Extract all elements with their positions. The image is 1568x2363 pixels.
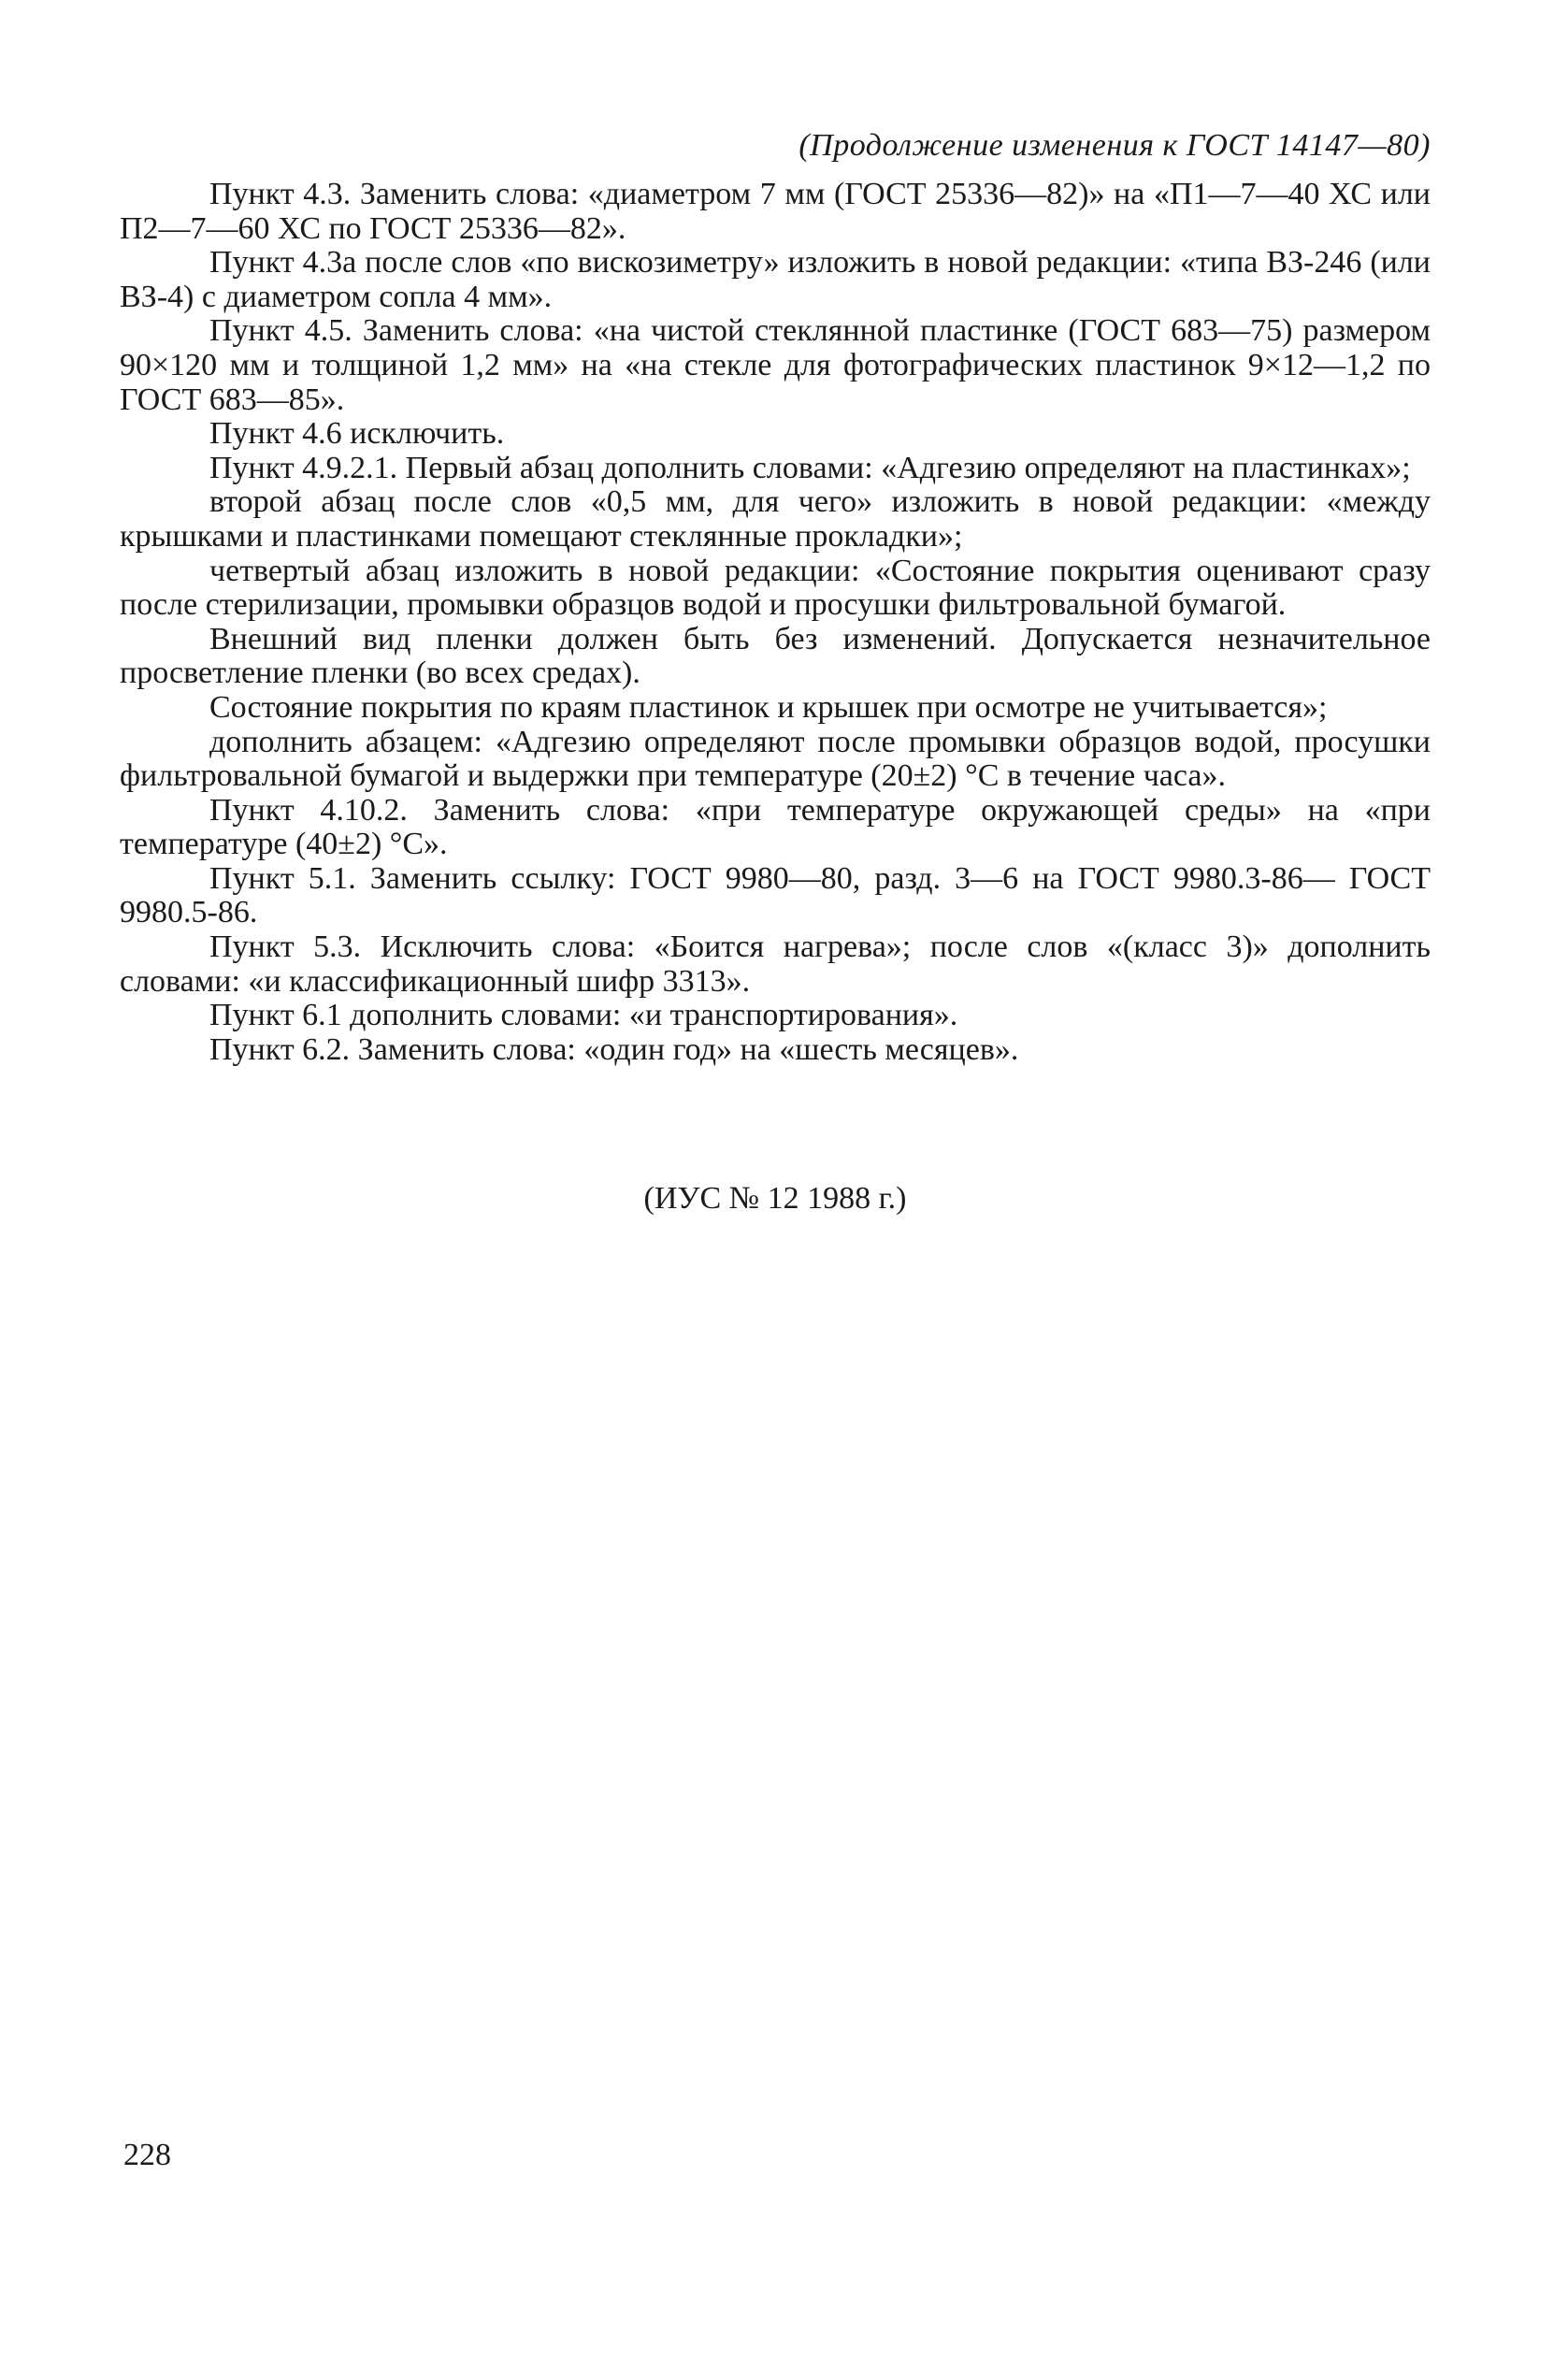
paragraph-4-3a: Пункт 4.3а после слов «по вискозиметру» изложить в новой редакции: «типа ВЗ-246 (или ВЗ-4) с диаметром сопла 4 мм».: [120, 245, 1431, 314]
amendment-text: [120, 178, 1431, 1067]
paragraph-edge-state: Состояние покрытия по краям пластинок и крышек при осмотре не учитывается»;: [209, 689, 1328, 725]
paragraph-appearance: Внешний вид пленки должен быть без изменений. Допускается незначительное просветление пленки (во всех средах).: [120, 621, 1431, 691]
paragraph-6-2: Пункт 6.2. Заменить слова: «один год» на «шесть месяцев».: [209, 1031, 1019, 1067]
paragraph-5-3: Пункт 5.3. Исключить слова: «Боится нагрева»; после слов «(класс 3)» дополнить словами: «и классификационный шифр 3313».: [120, 929, 1431, 999]
continuation-header: (Продолжение изменения к ГОСТ 14147—80): [798, 128, 1431, 163]
paragraph-4-5: Пункт 4.5. Заменить слова: «на чистой стеклянной пластинке (ГОСТ 683—75) размером 90×120 мм и толщиной 1,2 мм» на «на стекле для фотографических пластинок 9×12—1,2 по ГОСТ 683—85».: [120, 313, 1431, 417]
paragraph-fourth-abzac: четвертый абзац изложить в новой редакции: «Состояние покрытия оценивают сразу после стерилизации, промывки образцов водой и просушки фильтровальной бумагой.: [120, 553, 1431, 623]
paragraph-4-9-2-1: Пункт 4.9.2.1. Первый абзац дополнить словами: «Адгезию определяют на пластинках»;: [209, 450, 1411, 485]
paragraph-4-10-2: Пункт 4.10.2. Заменить слова: «при температуре окружающей среды» на «при температуре (40±2) °С».: [120, 792, 1431, 862]
source-reference: (ИУС № 12 1988 г.): [643, 1181, 907, 1216]
paragraph-add-abzac: дополнить абзацем: «Адгезию определяют после промывки образцов водой, просушки фильтровальной бумагой и выдержки при температуре (20±2) °С в течение часа».: [120, 724, 1431, 794]
page-number: 228: [123, 2138, 171, 2172]
paragraph-6-1: Пункт 6.1 дополнить словами: «и транспортирования».: [209, 998, 958, 1033]
paragraph-4-3: Пункт 4.3. Заменить слова: «диаметром 7 мм (ГОСТ 25336—82)» на «П1—7—40 ХС или П2—7—60 ХС по ГОСТ 25336—82».: [120, 177, 1431, 246]
paragraph-second-abzac: второй абзац после слов «0,5 мм, для чего» изложить в новой редакции: «между крышками и пластинками помещают стеклянные прокладки»;: [120, 484, 1431, 554]
paragraph-4-6: Пункт 4.6 исключить.: [209, 416, 505, 452]
paragraph-5-1: Пункт 5.1. Заменить ссылку: ГОСТ 9980—80, разд. 3—6 на ГОСТ 9980.3-86— ГОСТ 9980.5-86.: [120, 860, 1431, 930]
